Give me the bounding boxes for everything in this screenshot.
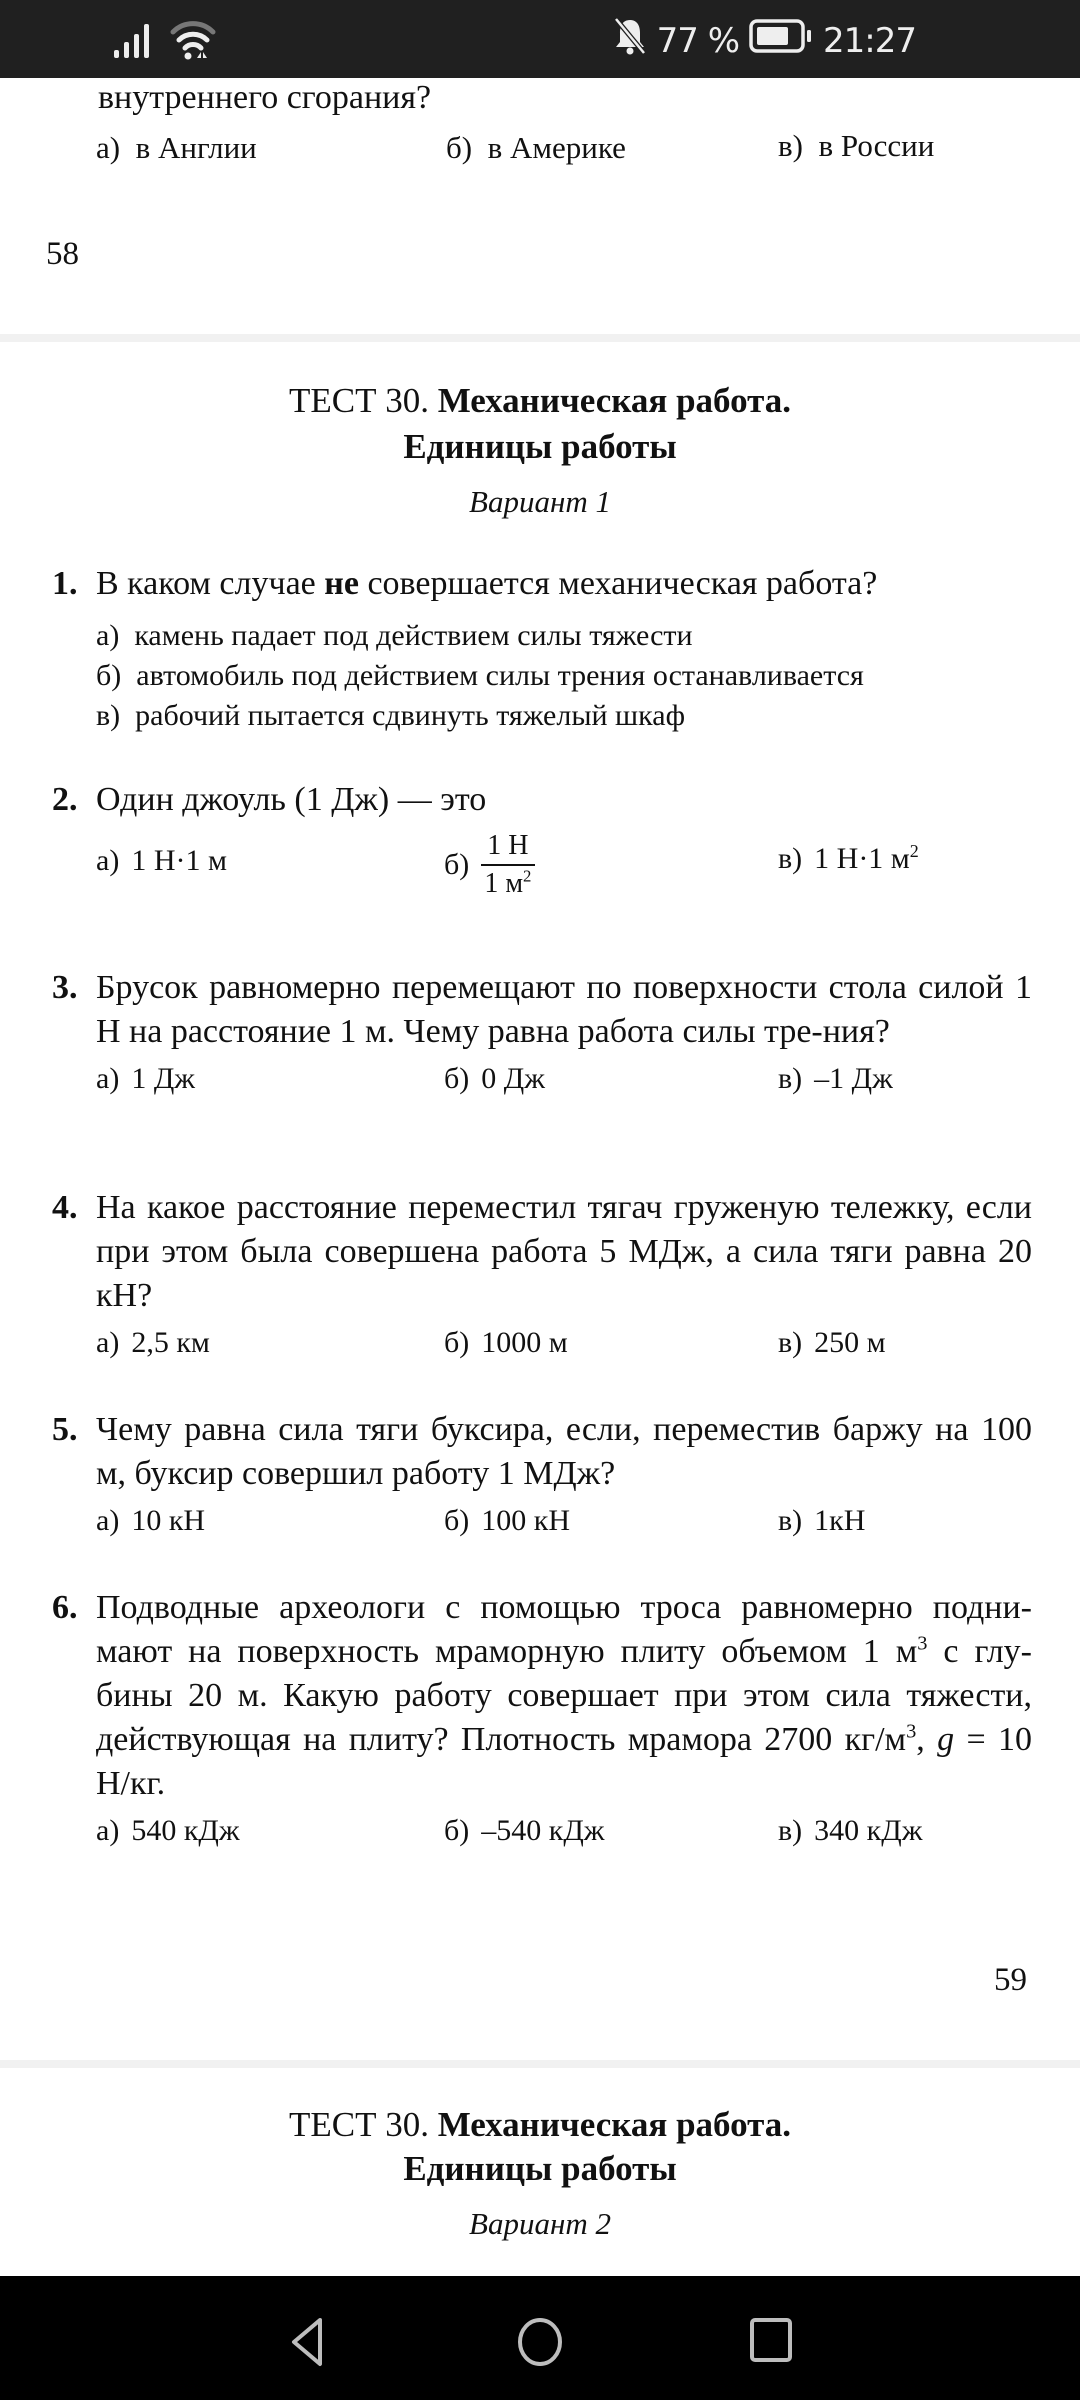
question-text: Брусок равномерно перемещают по поверхности стола силой 1 Н на расстояние 1 м. Чему равна работа силы тре-ния?: [96, 969, 1032, 1050]
test-title: ТЕСТ 30. Механическая работа.: [289, 2105, 791, 2144]
options-row: [52, 1814, 1032, 1858]
cellular-signal-icon: [112, 20, 160, 64]
option-b: б) 1000 м: [444, 1326, 568, 1359]
question-text: На какое расстояние переместил тягач груженую тележку, если при этом была совершена работа 5 МДж, а сила тяги равна 20 кН?: [96, 1189, 1032, 1314]
option-b: б) 0 Дж: [444, 1062, 545, 1095]
question-5: [52, 1408, 1032, 1548]
test-title: ТЕСТ 30. Механическая работа.: [289, 381, 791, 420]
option-c: в) рабочий пытается сдвинуть тяжелый шкаф: [96, 699, 686, 732]
question-number: 2.: [52, 781, 78, 818]
options-list: [96, 616, 1032, 736]
page-number: 59: [994, 1962, 1027, 1998]
option-a: а) 540 кДж: [96, 1814, 240, 1847]
option-b: б) –540 кДж: [444, 1814, 605, 1847]
variant-label: Вариант 1: [469, 484, 611, 519]
question-number: 3.: [52, 969, 78, 1006]
option-b: б) $\frac{1 Н}{1 м^2}$: [444, 830, 535, 900]
page-separator: [0, 334, 1080, 342]
recents-square-icon: [744, 2355, 800, 2372]
navigation-bar: [0, 2276, 1080, 2400]
bell-off-icon: [613, 16, 647, 65]
option-a: а) 2,5 км: [96, 1326, 210, 1359]
wifi-icon: [170, 18, 216, 64]
test-subtitle: Единицы работы: [403, 2149, 677, 2188]
battery-icon: [749, 18, 813, 63]
option-a: а) камень падает под действием силы тяжести: [96, 619, 693, 652]
status-bar: [0, 0, 1080, 78]
option-b: б) в Америке: [446, 130, 626, 165]
home-circle-icon: [512, 2355, 568, 2372]
question-number: 5.: [52, 1411, 78, 1448]
option-c: в) 340 кДж: [778, 1814, 923, 1847]
option-c: в) в России: [778, 128, 935, 163]
question-text: Подводные археологи с помощью троса равномерно подни-мают на поверхность мраморную плиту объемом 1 $м^3$ с глу-бины 20 м. Какую работу совершает при этом сила тяжести, действующая на плиту? Плотность мрамора 2700 $кг/м^3$, g = 10 Н/кг.: [96, 1589, 1033, 1802]
question-tail: внутреннего сгорания?: [98, 79, 432, 116]
battery-percent: 77 %: [656, 20, 740, 61]
recents-button[interactable]: [744, 2312, 800, 2368]
question-2: [52, 778, 1032, 900]
option-b: б) 100 кН: [444, 1504, 571, 1537]
page-number: 58: [46, 236, 79, 272]
options-row: [52, 830, 1032, 900]
back-triangle-icon: [280, 2355, 336, 2372]
clock: 21:27: [823, 20, 916, 61]
question-number: 1.: [52, 565, 78, 602]
option-a: а) 10 кН: [96, 1504, 206, 1537]
option-c: в) 250 м: [778, 1326, 886, 1359]
test-subtitle: Единицы работы: [403, 427, 677, 466]
question-text: Чему равна сила тяги буксира, если, переместив баржу на 100 м, буксир совершил работу 1 МДж?: [96, 1411, 1032, 1492]
home-button[interactable]: [512, 2312, 568, 2368]
option-a: а) 1 Н·1 м: [96, 844, 227, 877]
question-4: [52, 1186, 1032, 1370]
option-a: а) 1 Дж: [96, 1062, 196, 1095]
option-c: в) –1 Дж: [778, 1062, 893, 1095]
option-b: б) автомобиль под действием силы трения останавливается: [96, 659, 864, 692]
options-row: [52, 1062, 1032, 1106]
page-separator: [0, 2060, 1080, 2068]
variant-label: Вариант 2: [469, 2206, 611, 2241]
question-number: 6.: [52, 1589, 78, 1626]
question-number: 4.: [52, 1189, 78, 1226]
back-button[interactable]: [280, 2312, 336, 2368]
options-row: [52, 1326, 1032, 1370]
option-c: в) 1 Н·1 $м^2$: [778, 841, 919, 875]
fraction: $\frac{1 Н}{1 м^2}$: [481, 830, 534, 900]
question-1: [52, 562, 1032, 736]
question-3: [52, 966, 1032, 1106]
question-text: Один джоуль (1 Дж) — это: [96, 781, 487, 818]
options-row: [52, 1504, 1032, 1548]
question-6: [52, 1586, 1032, 1858]
option-c: в) 1кН: [778, 1504, 866, 1537]
option-a: а) в Англии: [96, 130, 257, 165]
question-text: В каком случае не совершается механическая работа?: [96, 565, 878, 602]
